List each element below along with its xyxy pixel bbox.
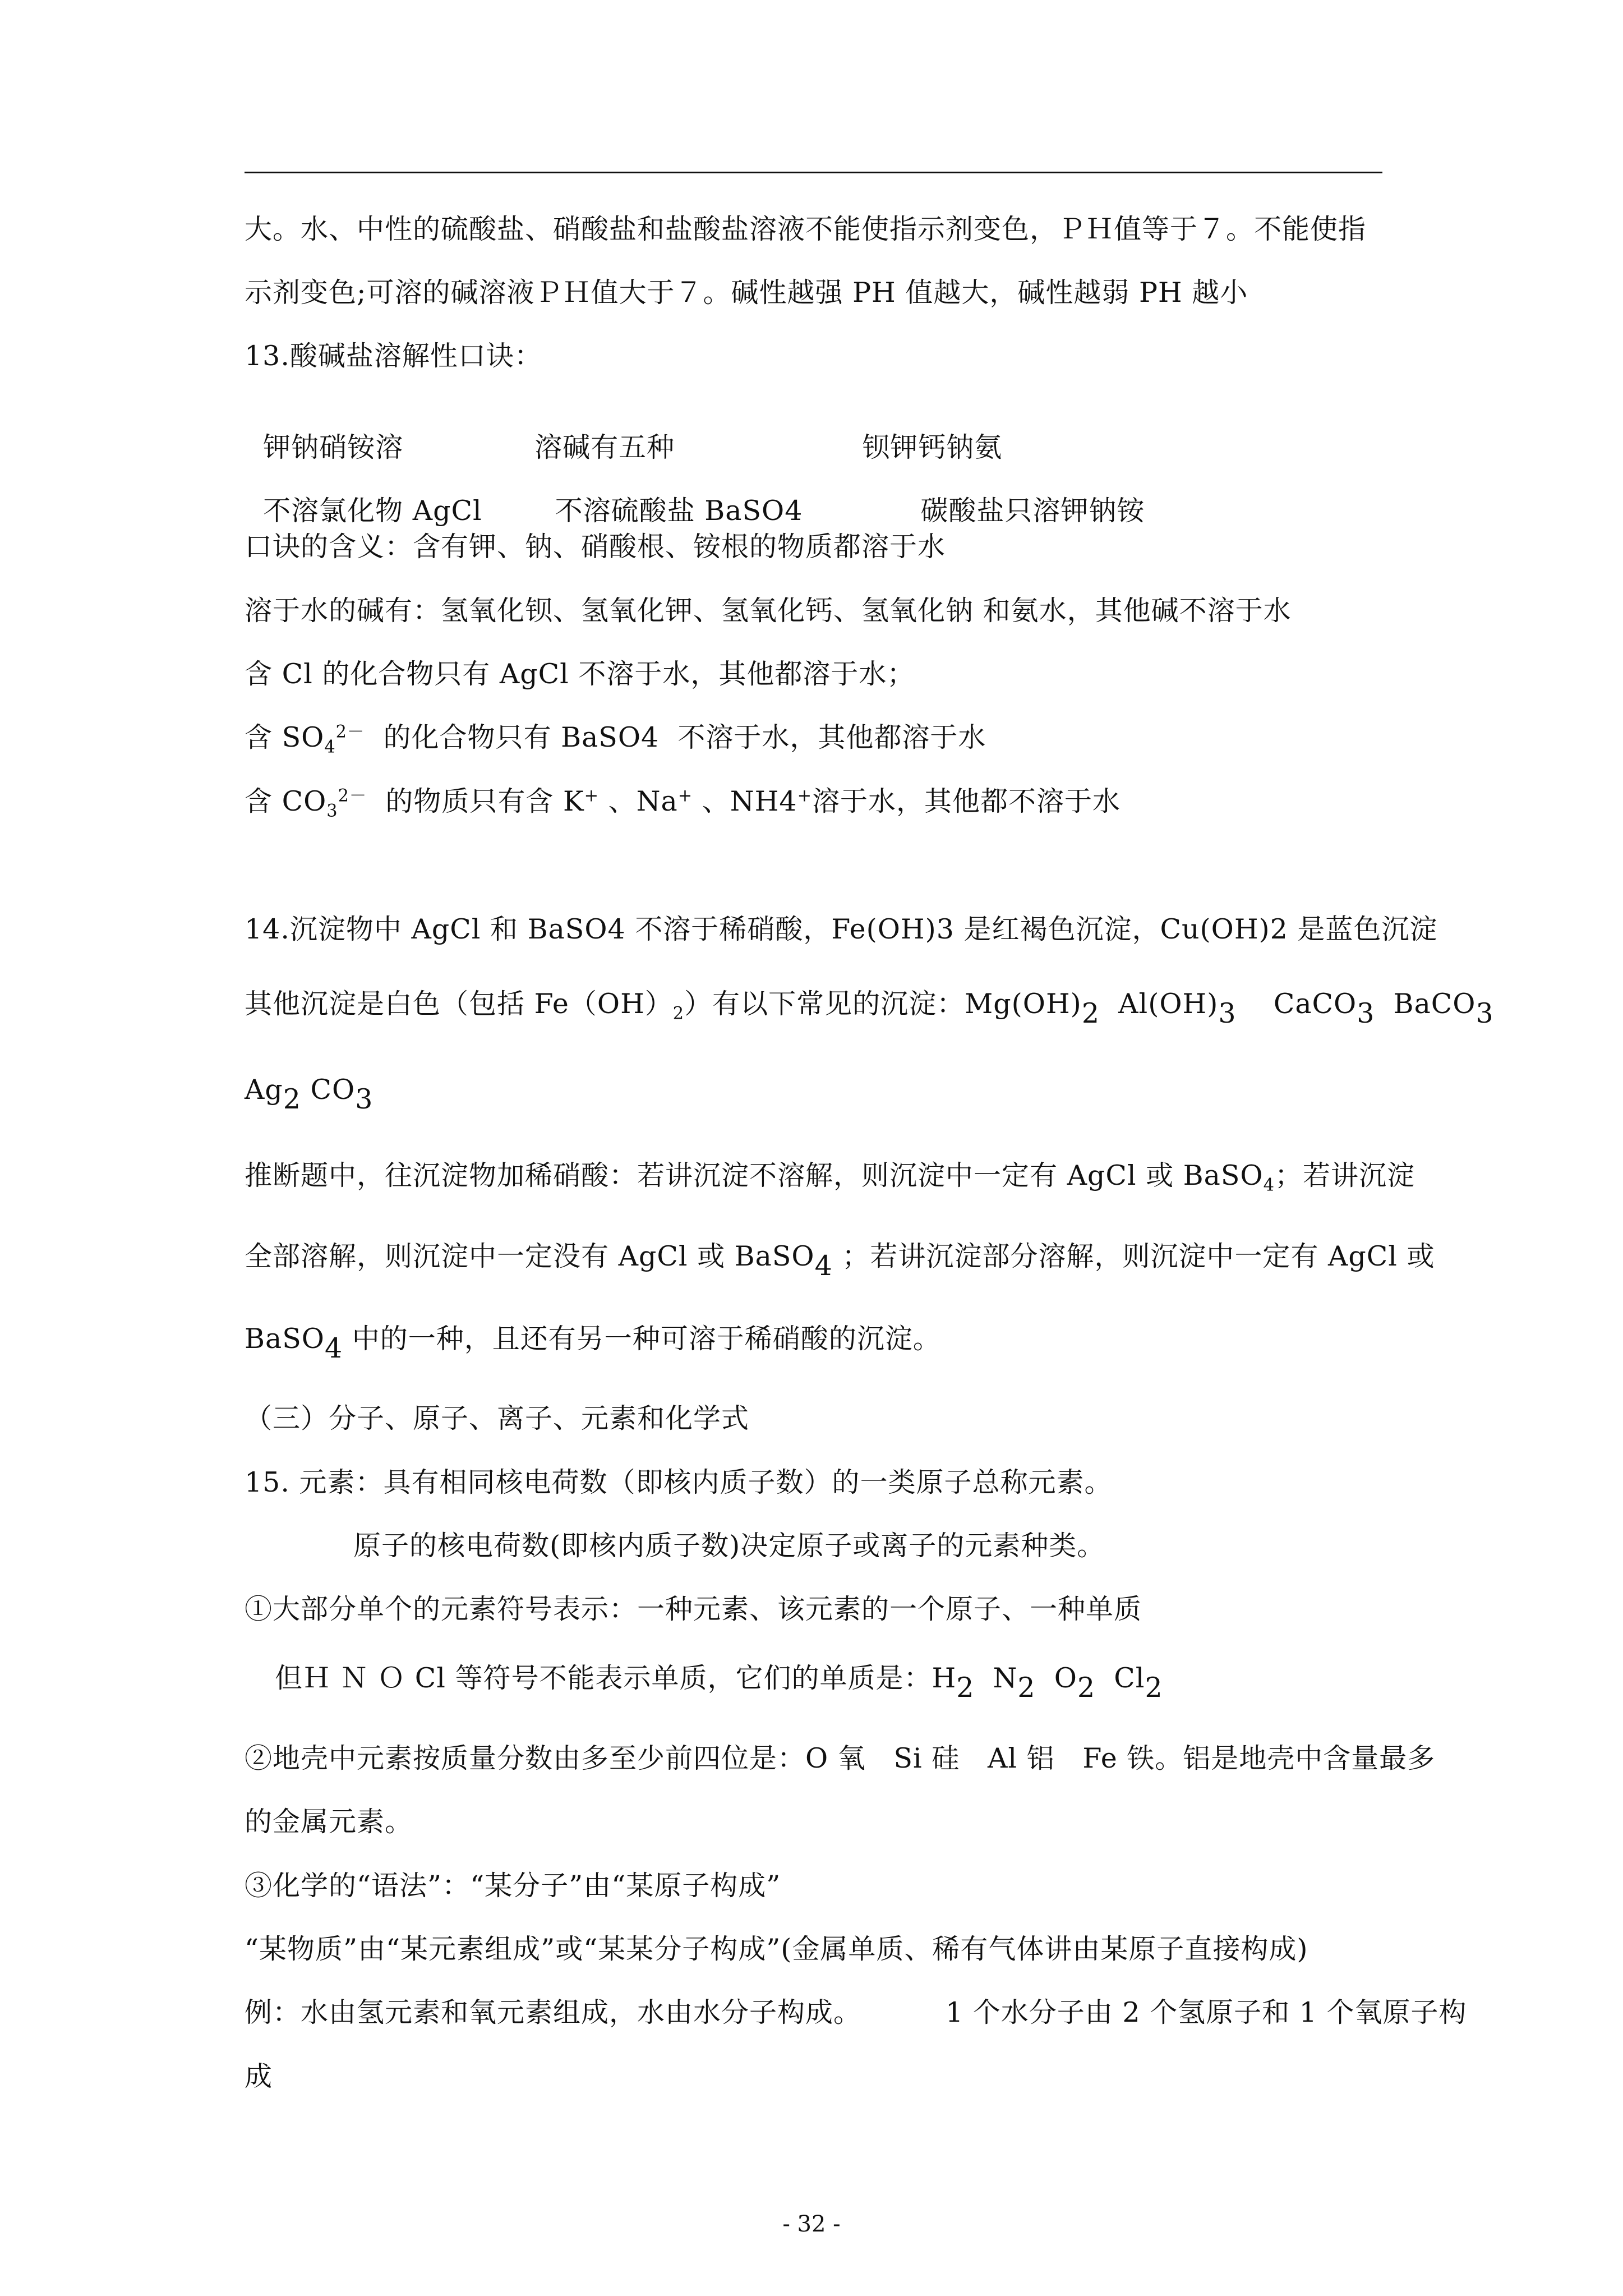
inference-1a: 推断题中，往沉淀物加稀硝酸：若讲沉淀不溶解，则沉淀中一定有 AgCl 或 BaSO xyxy=(245,1159,1264,1191)
ag-b: CO xyxy=(301,1074,356,1106)
precip-pre: 其他沉淀是白色（包括 Fe（OH） xyxy=(245,988,673,1020)
precip-mid: ）有以下常见的沉淀：Mg(OH) xyxy=(684,988,1082,1020)
text-line-inference-1 xyxy=(245,1159,1415,1195)
text-line-point-2: ②地壳中元素按质量分数由多至少前四位是：O 氧 Si 硅 Al 铝 Fe 铁。铝是地壳中含量最多 xyxy=(245,1742,1436,1774)
header-rule xyxy=(245,172,1382,173)
mnemonic-2c: 碳酸盐只溶钾钠铵 xyxy=(920,495,1145,527)
hn-pre: 但Ｈ Ｎ Ｏ Cl 等符号不能表示单质，它们的单质是：H xyxy=(275,1662,957,1694)
text-line-grammar: “某物质”由“某元素组成”或“某某分子构成”(金属单质、稀有气体讲由某原子直接构成) xyxy=(245,1933,1308,1965)
inference-2a: 全部溶解，则沉淀中一定没有 AgCl 或 BaSO xyxy=(245,1240,815,1272)
nh-sup: + xyxy=(797,786,813,806)
sulfate-pre: 含 SO xyxy=(245,721,325,753)
text-line-point-2-cont: 的金属元素。 xyxy=(245,1806,413,1838)
example-b: 1 个水分子由 2 个氢原子和 1 个氧原子构 xyxy=(946,1996,1467,2028)
inference-2-sub: 4 xyxy=(814,1250,833,1282)
text-line-nuclear-charge: 原子的核电荷数(即核内质子数)决定原子或离子的元素种类。 xyxy=(353,1530,1105,1562)
text-line-14: 14.沉淀物中 AgCl 和 BaSO4 不溶于稀硝酸，Fe(OH)3 是红褐色沉淀，Cu(OH)2 是蓝色沉淀 xyxy=(245,913,1438,945)
na-sup: + xyxy=(677,786,693,806)
sulfate-sup: 2－ xyxy=(335,722,365,742)
hn-b: O xyxy=(1035,1662,1077,1694)
carbonate-tail: 、NH4 xyxy=(693,785,797,817)
precip-b: CaCO xyxy=(1236,988,1357,1020)
mnemonic-2a: 不溶氯化物 AgCl xyxy=(263,495,482,527)
text-line-inference-2 xyxy=(245,1240,1435,1282)
precip-sub-3: 3 xyxy=(1218,997,1237,1030)
text-line-inference-3 xyxy=(245,1323,941,1365)
mnemonic-row-2 xyxy=(245,470,1145,527)
mnemonic-2b: 不溶硫酸盐 BaSO4 xyxy=(555,495,803,527)
inference-3a: BaSO xyxy=(245,1323,325,1355)
text-line-soluble-bases: 溶于水的碱有：氢氧化钡、氢氧化钾、氢氧化钙、氢氧化钠 和氨水，其他碱不溶于水 xyxy=(245,595,1292,627)
page-number: - 32 - xyxy=(782,2211,841,2237)
text-line-mnemonic-meaning: 口诀的含义：含有钾、钠、硝酸根、铵根的物质都溶于水 xyxy=(245,531,946,563)
mnemonic-1c: 钡钾钙钠氨 xyxy=(862,431,1003,463)
hn-sub-3: 2 xyxy=(1077,1672,1096,1704)
inference-2b: ；若讲沉淀部分溶解，则沉淀中一定有 AgCl 或 xyxy=(832,1240,1435,1272)
hn-sub-2: 2 xyxy=(1017,1672,1036,1704)
ag-sub-1: 2 xyxy=(283,1083,301,1116)
carbonate-pre: 含 CO xyxy=(245,785,327,817)
sulfate-post: 的化合物只有 BaSO4 不溶于水，其他都溶于水 xyxy=(365,721,986,753)
text-line-15: 15. 元素：具有相同核电荷数（即核内质子数）的一类原子总称元素。 xyxy=(245,1466,1113,1498)
text-line-sulfate xyxy=(245,721,986,757)
hn-a: N xyxy=(974,1662,1018,1694)
precip-sub-2: 2 xyxy=(1081,997,1100,1030)
ag-sub-2: 3 xyxy=(355,1083,374,1116)
example-a: 例：水由氢元素和氧元素组成，水由水分子构成。 xyxy=(245,1996,862,2028)
ag-a: Ag xyxy=(245,1074,283,1106)
inference-3-sub: 4 xyxy=(324,1332,343,1365)
inference-3b: 中的一种，且还有另一种可溶于稀硝酸的沉淀。 xyxy=(343,1323,941,1355)
carbonate-post: 的物质只有含 K xyxy=(367,785,584,817)
hn-sub-1: 2 xyxy=(956,1672,975,1704)
inference-1b: ；若讲沉淀 xyxy=(1274,1159,1415,1191)
mnemonic-1b: 溶碱有五种 xyxy=(534,431,675,463)
text-line-precipitates xyxy=(245,988,1494,1030)
k-sup: + xyxy=(584,786,600,806)
mnemonic-row-1 xyxy=(245,406,1002,461)
mnemonic-1a: 钾钠硝铵溶 xyxy=(263,431,404,463)
text-line-chloride: 含 Cl 的化合物只有 AgCl 不溶于水，其他都溶于水； xyxy=(245,658,915,690)
sulfate-sub: 4 xyxy=(324,737,336,757)
inference-1-sub: 4 xyxy=(1263,1175,1275,1195)
precip-c: BaCO xyxy=(1375,988,1476,1020)
text-line-example xyxy=(245,1996,1467,2028)
text-line-ag2co3 xyxy=(245,1074,374,1116)
carbonate-sup: 2－ xyxy=(338,786,367,806)
hn-c: Cl xyxy=(1095,1662,1145,1694)
carbonate-end: 溶于水，其他都不溶于水 xyxy=(812,785,1121,817)
precip-a: Al(OH) xyxy=(1100,988,1219,1020)
hn-sub-4: 2 xyxy=(1145,1672,1163,1704)
precip-sub-5: 3 xyxy=(1476,997,1494,1030)
text-line-point-1: ①大部分单个的元素符号表示：一种元素、该元素的一个原子、一种单质 xyxy=(245,1593,1142,1625)
text-line-hnocl xyxy=(275,1662,1163,1704)
carbonate-sub: 3 xyxy=(326,801,338,821)
precip-sub-1: 2 xyxy=(672,1004,685,1024)
section-heading-3: （三）分子、原子、离子、元素和化学式 xyxy=(245,1402,750,1434)
carbonate-mid: 、Na xyxy=(599,785,678,817)
text-line-carbonate xyxy=(245,785,1121,821)
text-line-2: 示剂变色;可溶的碱溶液ＰＨ值大于７。碱性越强 PH 值越大，碱性越弱 PH 越小 xyxy=(245,277,1248,309)
text-line-3: 13.酸碱盐溶解性口诀： xyxy=(245,340,542,372)
text-line-point-3: ③化学的“语法”：“某分子”由“某原子构成” xyxy=(245,1870,781,1902)
precip-sub-4: 3 xyxy=(1357,997,1375,1030)
text-line-1: 大。水、中性的硫酸盐、硝酸盐和盐酸盐溶液不能使指示剂变色，ＰＨ值等于７。不能使指 xyxy=(245,213,1367,245)
text-line-example-end: 成 xyxy=(245,2060,273,2092)
